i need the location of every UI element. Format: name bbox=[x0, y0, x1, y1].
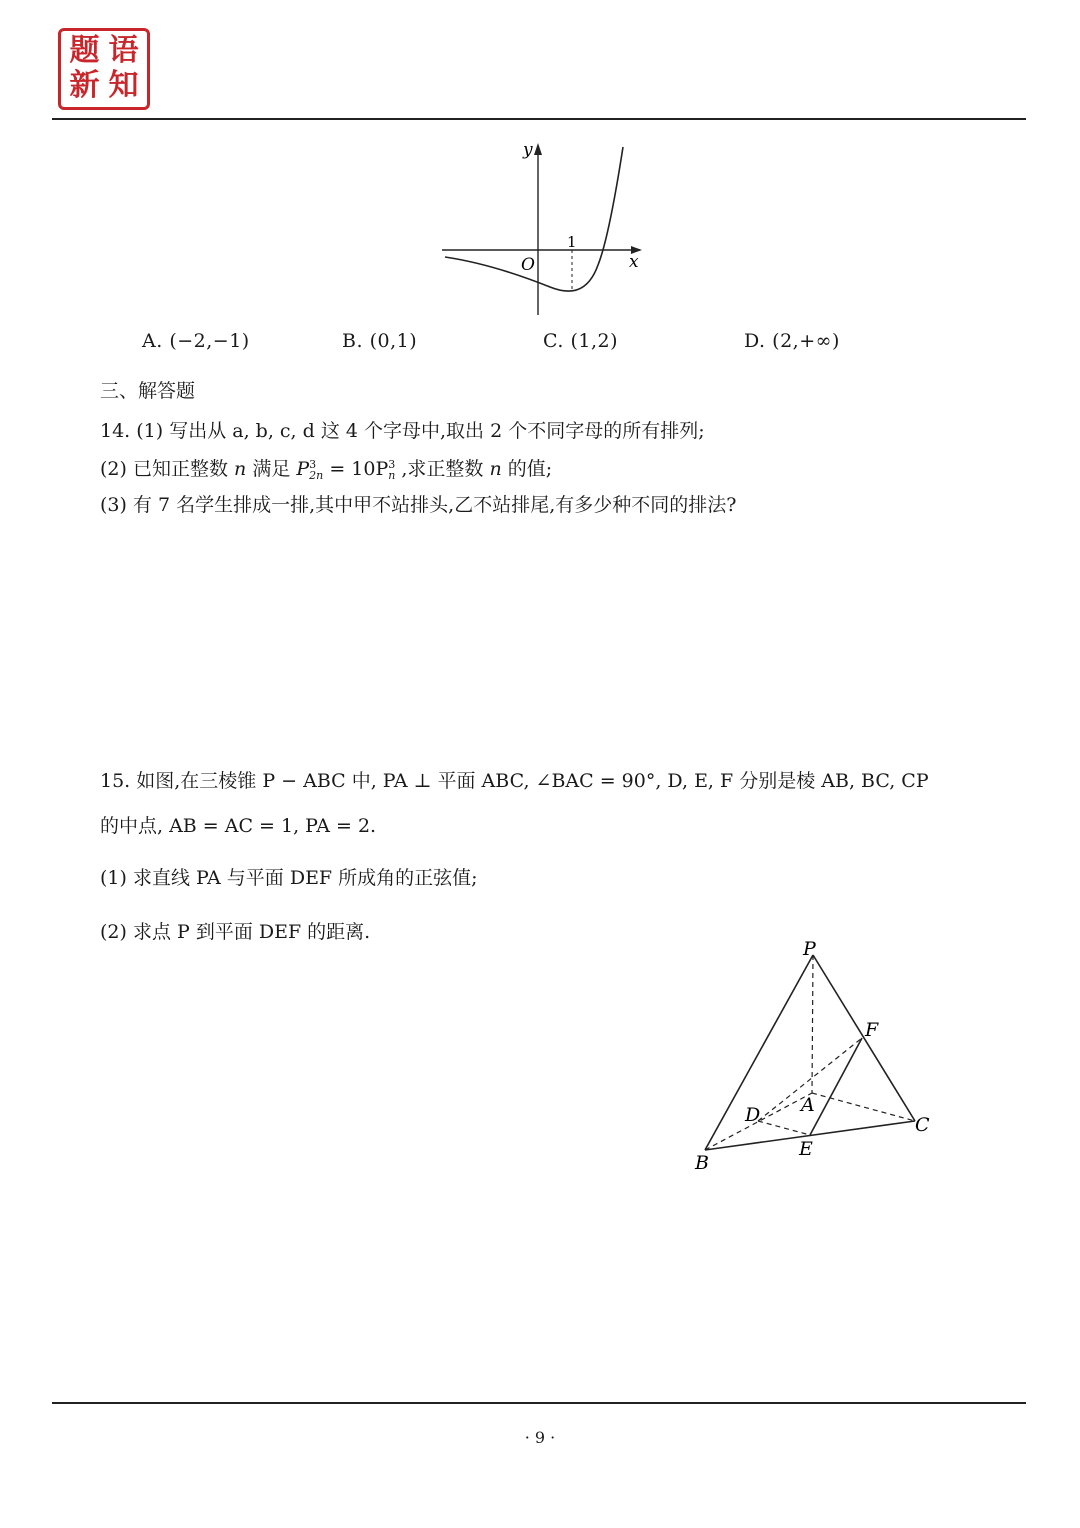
label-A: A bbox=[801, 1094, 815, 1116]
var-n: n bbox=[489, 458, 502, 480]
seal-char: 知 bbox=[108, 68, 139, 103]
page-number: · 9 · bbox=[524, 1428, 556, 1447]
q14-part2-text: 的值; bbox=[507, 458, 553, 480]
q15-line2: 的中点, AB = AC = 1, PA = 2. bbox=[100, 815, 377, 837]
edge-PA bbox=[812, 955, 813, 1093]
perm-sub: 2n bbox=[309, 469, 324, 482]
y-axis-arrow bbox=[534, 143, 542, 155]
label-E: E bbox=[799, 1138, 813, 1160]
q14-number: 14. bbox=[100, 420, 131, 442]
label-D: D bbox=[745, 1104, 761, 1126]
q14-part2-text: 满足 bbox=[252, 458, 291, 480]
perm-sub: n bbox=[388, 469, 396, 482]
x-label: x bbox=[629, 252, 639, 272]
seal-char: 语 bbox=[108, 33, 139, 68]
function-graph bbox=[430, 135, 650, 320]
var-n: n bbox=[234, 458, 247, 480]
q15-part1: (1) 求直线 PA 与平面 DEF 所成角的正弦值; bbox=[100, 867, 478, 889]
publisher-seal-logo bbox=[58, 28, 150, 110]
label-F: F bbox=[865, 1019, 879, 1041]
option-label: D. bbox=[744, 330, 766, 352]
perm-sup: 3 bbox=[309, 458, 317, 471]
edge-PC bbox=[813, 955, 915, 1121]
option-d bbox=[744, 330, 840, 352]
q14-part1-text: (1) 写出从 a, b, c, d 这 4 个字母中,取出 2 个不同字母的所有排列; bbox=[136, 420, 705, 442]
label-C: C bbox=[915, 1114, 930, 1136]
q15-line1: 15. 如图,在三棱锥 P − ABC 中, PA ⊥ 平面 ABC, ∠BAC = 90°, D, E, F 分别是棱 AB, BC, CP bbox=[100, 770, 929, 792]
option-label: C. bbox=[543, 330, 564, 352]
seal-char: 新 bbox=[69, 68, 100, 103]
q14-part2 bbox=[100, 454, 552, 481]
perm-sup: 3 bbox=[388, 458, 396, 471]
option-value: (0,1) bbox=[369, 330, 418, 352]
q14-part3: (3) 有 7 名学生排成一排,其中甲不站排头,乙不站排尾,有多少种不同的排法? bbox=[100, 494, 737, 516]
footer-rule bbox=[52, 1402, 1026, 1404]
segment-DE bbox=[758, 1121, 810, 1135]
section-title: 三、解答题 bbox=[100, 380, 196, 402]
option-c bbox=[543, 330, 618, 352]
option-value: (−2,−1) bbox=[169, 330, 250, 352]
tick-1-label: 1 bbox=[567, 233, 577, 251]
option-value: (1,2) bbox=[570, 330, 618, 352]
header-rule bbox=[52, 118, 1026, 120]
seal-char: 题 bbox=[69, 33, 100, 68]
option-label: A. bbox=[142, 330, 163, 352]
segment-EF bbox=[810, 1038, 862, 1135]
equation-middle: = 10P bbox=[329, 458, 389, 480]
y-label: y bbox=[523, 140, 533, 160]
label-B: B bbox=[695, 1152, 709, 1174]
pyramid-figure bbox=[690, 935, 940, 1180]
q14-part1 bbox=[100, 416, 705, 443]
option-a bbox=[142, 330, 250, 352]
q14-part2-text: ,求正整数 bbox=[401, 458, 484, 480]
q15-part2: (2) 求点 P 到平面 DEF 的距离. bbox=[100, 921, 371, 943]
option-label: B. bbox=[342, 330, 364, 352]
q14-part2-text: (2) 已知正整数 bbox=[100, 458, 228, 480]
label-P: P bbox=[803, 938, 816, 960]
option-b bbox=[342, 330, 417, 352]
origin-label: O bbox=[521, 255, 535, 275]
perm-symbol: P bbox=[296, 458, 310, 480]
option-value: (2,+∞) bbox=[772, 330, 840, 352]
